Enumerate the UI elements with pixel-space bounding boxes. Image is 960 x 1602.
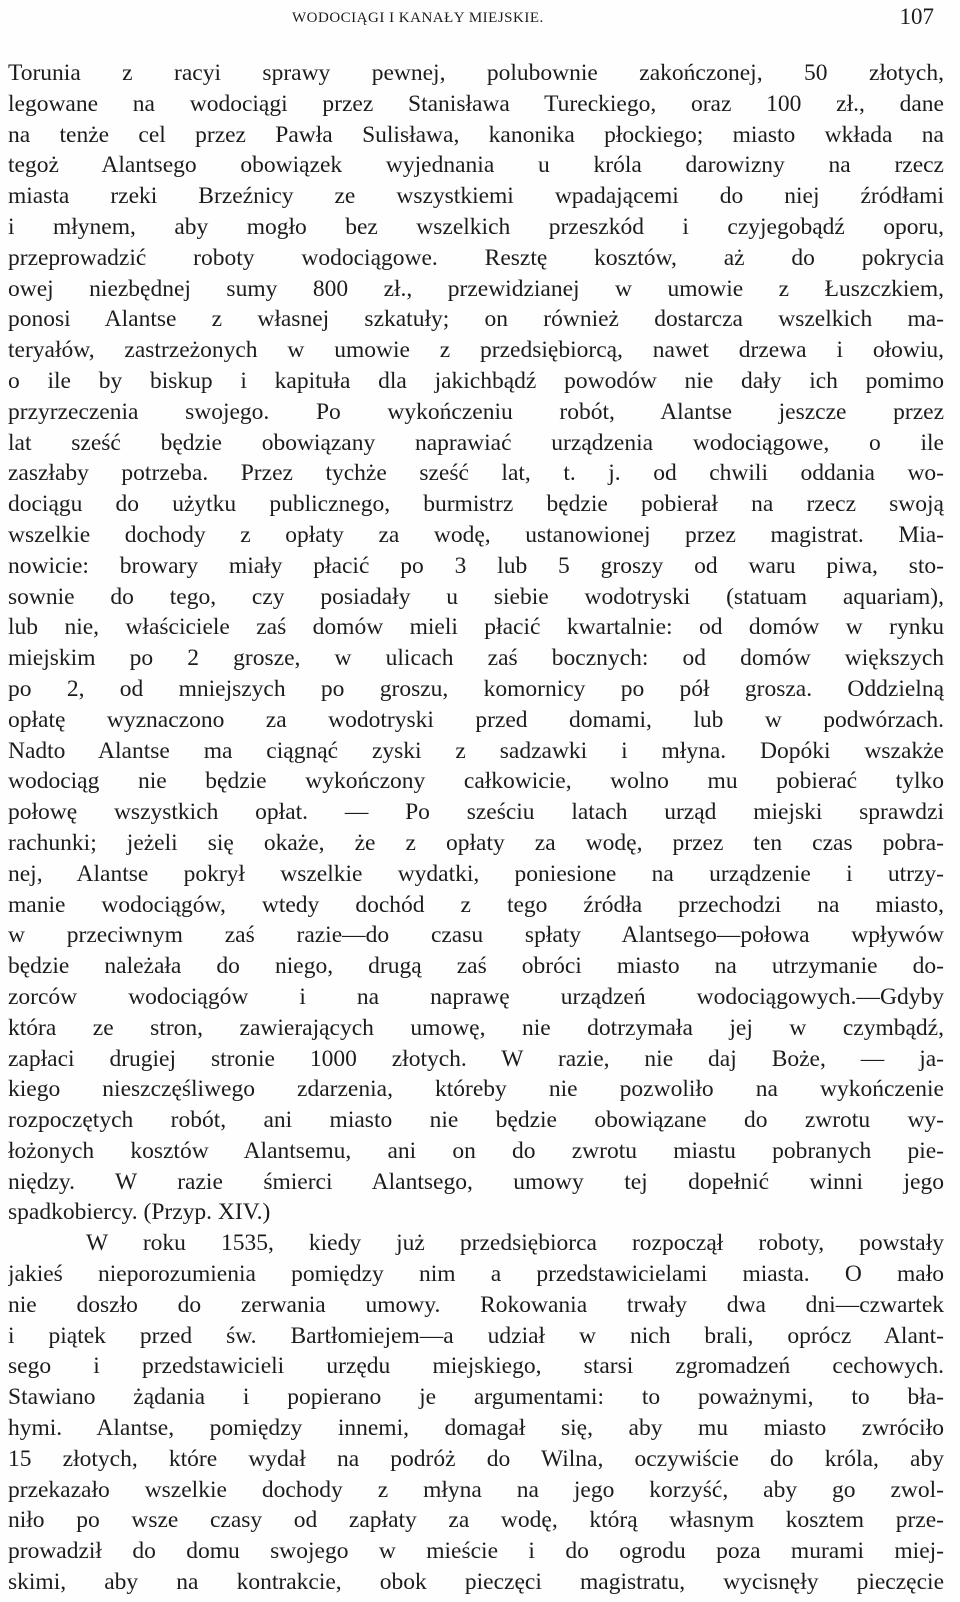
text-line: o ile by biskup i kapituła dla jakichbądź powodów nie dały ich pomimo [8,367,944,394]
text-line: lub nie, właściciele zaś domów mieli płacić kwartalnie: od domów w rynku [8,614,944,641]
text-line: owej niezbędnej sumy 800 zł., przewidzianej w umowie z Łuszczkiem, [8,275,944,302]
text-line: nej, Alantse pokrył wszelkie wydatki, poniesione na urządzenie i utrzy- [8,860,944,887]
text-line: ponosi Alantse z własnej szkatuły; on również dostarcza wszelkich ma- [8,306,944,333]
text-line: sego i przedstawicieli urzędu miejskiego, starsi zgromadzeń cechowych. [8,1353,944,1380]
text-line: wodociąg nie będzie wykończony całkowicie, wolno mu pobierać tylko [8,768,944,795]
page-number: 107 [899,4,934,29]
text-line: lat sześć będzie obowiązany naprawiać urządzenia wodociągowe, o ile [8,429,944,456]
text-line: po 2, od mniejszych po groszu, komornicy po pół grosza. Oddzielną [8,675,944,702]
text-line: miejskim po 2 grosze, w ulicach zaś bocznych: od domów większych [8,645,944,672]
text-line: dociągu do użytku publicznego, burmistrz będzie pobierał na rzecz swoją [8,491,944,518]
text-line: teryałów, zastrzeżonych w umowie z przedsiębiorcą, nawet drzewa i ołowiu, [8,337,944,364]
text-line: jakieś nieporozumienia pomiędzy nim a przedstawicielami miasta. O mało [8,1261,944,1288]
text-line: połowę wszystkich opłat. — Po sześciu latach urząd miejski sprawdzi [8,799,944,826]
running-title: WODOCIĄGI I KANAŁY MIEJSKIE. [292,10,544,26]
text-line: 15 złotych, które wydał na podróż do Wilna, oczywiście do króla, aby [8,1445,944,1472]
running-head [0,4,960,38]
text-line: łożonych kosztów Alantsemu, ani on do zwrotu miastu pobranych pie- [8,1137,944,1164]
text-line: i młynem, aby mogło bez wszelkich przeszkód i czyjegobądź oporu, [8,213,944,240]
text-line: w przeciwnym zaś razie—do czasu spłaty Alantsego—połowa wpływów [8,922,944,949]
paragraph-2 [8,1228,944,1598]
text-line: legowane na wodociągi przez Stanisława Tureckiego, oraz 100 zł., dane [8,90,944,117]
text-line: miasta rzeki Brzeźnicy ze wszystkiemi wpadającemi do niej źródłami [8,183,944,210]
text-line: prowadził do domu swojego w mieście i do ogrodu poza murami miej- [8,1538,944,1565]
text-line: niło po wsze czasy od zapłaty za wodę, którą własnym kosztem prze- [8,1507,944,1534]
text-line: zapłaci drugiej stronie 1000 złotych. W razie, nie daj Boże, — ja- [8,1045,944,1072]
text-line: rachunki; jeżeli się okaże, że z opłaty za wodę, przez ten czas pobra- [8,829,944,856]
text-line: zorców wodociągów i na naprawę urządzeń wodociągowych.—Gdyby [8,983,944,1010]
text-line: Stawiano żądania i popierano je argumentami: to poważnymi, to bła- [8,1384,944,1411]
text-line: tegoż Alantsego obowiązek wyjednania u króla darowizny na rzecz [8,152,944,179]
text-line: przeprowadzić roboty wodociągowe. Resztę kosztów, aż do pokrycia [8,244,944,271]
body-text [8,58,944,1598]
text-line: Torunia z racyi sprawy pewnej, polubownie zakończonej, 50 złotych, [8,60,944,86]
text-line: spadkobiercy. (Przyp. XIV.) [8,1199,271,1226]
text-line: nie doszło do zerwania umowy. Rokowania trwały dwa dni—czwartek [8,1291,944,1318]
text-line: na tenże cel przez Pawła Sulisława, kanonika płockiego; miasto wkłada na [8,121,944,148]
text-line: kiego nieszczęśliwego zdarzenia, któreby nie pozwoliło na wykończenie [8,1076,944,1103]
text-line: nowicie: browary miały płacić po 3 lub 5 groszy od waru piwa, sto- [8,552,944,579]
text-line: opłatę wyznaczono za wodotryski przed domami, lub w podwórzach. [8,706,944,733]
text-line: będzie należała do niego, drugą zaś obróci miasto na utrzymanie do- [8,953,944,980]
text-line: Nadto Alantse ma ciągnąć zyski z sadzawki i młyna. Dopóki wszakże [8,737,944,764]
text-line: przekazało wszelkie dochody z młyna na jego korzyść, aby go zwol- [8,1476,944,1503]
text-line: skimi, aby na kontrakcie, obok pieczęci magistratu, wycisnęły pieczęcie [8,1569,944,1596]
text-line: wszelkie dochody z opłaty za wodę, ustanowionej przez magistrat. Mia- [8,521,944,548]
text-line: przyrzeczenia swojego. Po wykończeniu robót, Alantse jeszcze przez [8,398,944,425]
text-line: która ze stron, zawierających umowę, nie dotrzymała jej w czymbądź, [8,1014,944,1041]
text-line: rozpoczętych robót, ani miasto nie będzie obowiązane do zwrotu wy- [8,1107,944,1134]
text-line: sownie do tego, czy posiadały u siebie wodotryski (statuam aquariam), [8,583,944,610]
text-line: i piątek przed św. Bartłomiejem—a udział w nich brali, oprócz Alant- [8,1322,944,1349]
paragraph-1 [8,58,944,1228]
text-line: W roku 1535, kiedy już przedsiębiorca rozpoczął roboty, powstały [86,1230,944,1257]
text-line: zaszłaby potrzeba. Przez tychże sześć lat, t. j. od chwili oddania wo- [8,460,944,487]
text-line: hymi. Alantse, pomiędzy innemi, domagał się, aby mu miasto zwróciło [8,1415,944,1442]
text-line: manie wodociągów, wtedy dochód z tego źródła przechodzi na miasto, [8,891,944,918]
text-line: niędzy. W razie śmierci Alantsego, umowy tej dopełnić winni jego [8,1168,944,1195]
